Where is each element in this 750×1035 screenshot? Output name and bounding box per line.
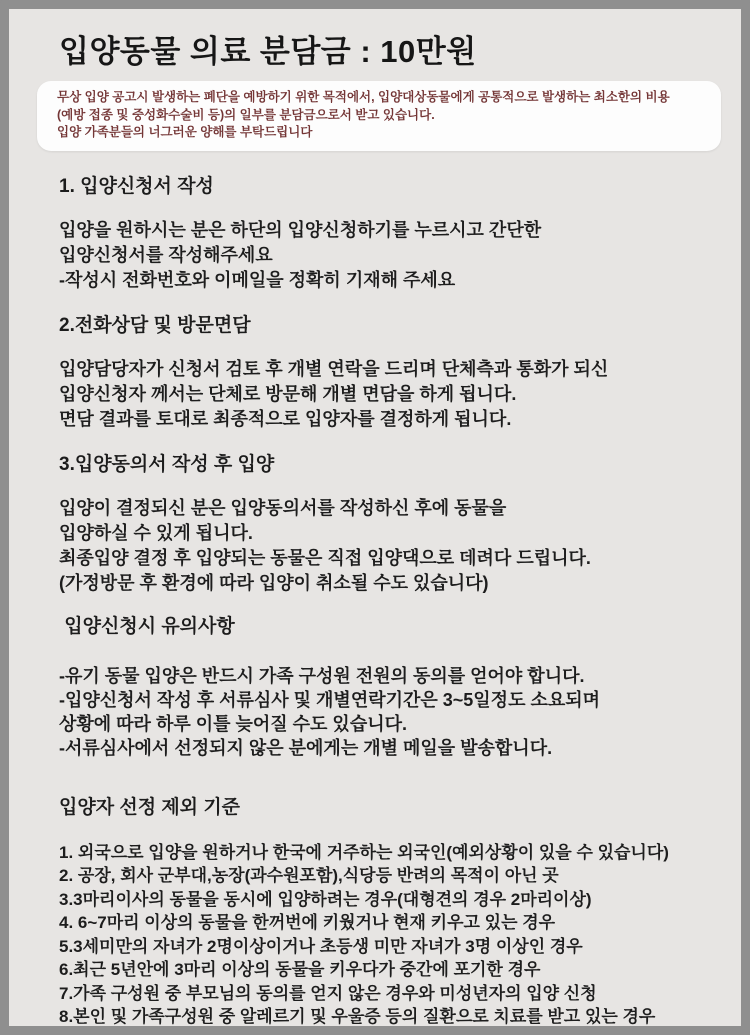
section-heading: 3.입양동의서 작성 후 입양 [59, 453, 275, 475]
document-content [9, 9, 741, 1029]
section [59, 796, 731, 1029]
sections [59, 175, 731, 1029]
section-body [59, 664, 731, 760]
text-line: 1. 외국으로 입양을 원하거나 한국에 거주하는 외국인(예외상황이 있을 수 있습니다) [59, 842, 669, 862]
text-line: 입양담당자가 신청서 검토 후 개별 연락을 드리며 단체측과 통화가 되신 [59, 358, 609, 379]
section-heading: 입양신청시 유의사항 [59, 615, 235, 637]
section-body [59, 496, 731, 596]
section [59, 314, 731, 432]
text-line: 면담 결과를 토대로 최종적으로 입양자를 결정하게 됩니다. [59, 408, 512, 429]
section [59, 615, 731, 760]
notice-box [37, 81, 721, 151]
section-heading: 2.전화상담 및 방문면담 [59, 314, 251, 336]
text-line: 입양하실 수 있게 됩니다. [59, 522, 253, 543]
text-line: 3.3마리이사의 동물을 동시에 입양하려는 경우(대형견의 경우 2마리이상) [59, 889, 592, 909]
section [59, 175, 731, 293]
text-line: -서류심사에서 선정되지 않은 분에게는 개별 메일을 발송합니다. [59, 737, 553, 758]
text-line: 4. 6~7마리 이상의 동물을 한꺼번에 키웠거나 현재 키우고 있는 경우 [59, 913, 556, 932]
section-heading: 1. 입양신청서 작성 [59, 175, 214, 197]
section-body [59, 841, 731, 1029]
notice-line: (예방 접종 및 중성화수술비 등)의 일부를 분담금으로서 받고 있습니다. [57, 107, 435, 122]
notice-line: 무상 입양 공고시 발생하는 폐단을 예방하기 위한 목적에서, 입양대상동물에게 공통적으로 발생하는 최소한의 비용 [57, 90, 670, 104]
text-line: 상황에 따라 하루 이틀 늦어질 수도 있습니다. [59, 713, 407, 734]
text-line: 7.가족 구성원 중 부모님의 동의를 얻지 않은 경우와 미성년자의 입양 신청 [59, 983, 597, 1003]
text-line: 입양신청자 께서는 단체로 방문해 개별 면담을 하게 됩니다. [59, 383, 517, 404]
text-line: 최종입양 결정 후 입양되는 동물은 직접 입양댁으로 데려다 드립니다. [59, 547, 591, 568]
text-line: 입양을 원하시는 분은 하단의 입양신청하기를 누르시고 간단한 [59, 219, 542, 240]
text-line: 2. 공장, 회사 군부대,농장(과수원포함),식당등 반려의 목적이 아닌 곳 [59, 866, 559, 885]
text-line: 6.최근 5년안에 3마리 이상의 동물을 키우다가 중간에 포기한 경우 [59, 960, 541, 979]
text-line: -유기 동물 입양은 반드시 가족 구성원 전원의 동의를 얻어야 합니다. [59, 665, 585, 686]
text-line: 입양이 결정되신 분은 입양동의서를 작성하신 후에 동물을 [59, 497, 507, 518]
section [59, 453, 731, 596]
text-line: -작성시 전화번호와 이메일을 정확히 기재해 주세요 [59, 269, 456, 290]
section-body [59, 218, 731, 293]
notice-line: 입양 가족분들의 너그러운 양해를 부탁드립니다 [57, 125, 313, 139]
section-heading: 입양자 선정 제외 기준 [59, 796, 241, 818]
page-title: 입양동물 의료 분담금 : 10만원 [59, 34, 477, 69]
text-line: 5.3세미만의 자녀가 2명이상이거나 초등생 미만 자녀가 3명 이상인 경우 [59, 936, 583, 956]
text-line: (가정방문 후 환경에 따라 입양이 취소될 수도 있습니다) [59, 572, 489, 593]
text-line: 입양신청서를 작성해주세요 [59, 244, 273, 265]
section-body [59, 357, 731, 432]
text-line: -입양신청서 작성 후 서류심사 및 개별연락기간은 3~5일정도 소요되며 [59, 689, 601, 710]
text-line: 8.본인 및 가족구성원 중 알레르기 및 우울증 등의 질환으로 치료를 받고 있는 경우 [59, 1007, 656, 1026]
